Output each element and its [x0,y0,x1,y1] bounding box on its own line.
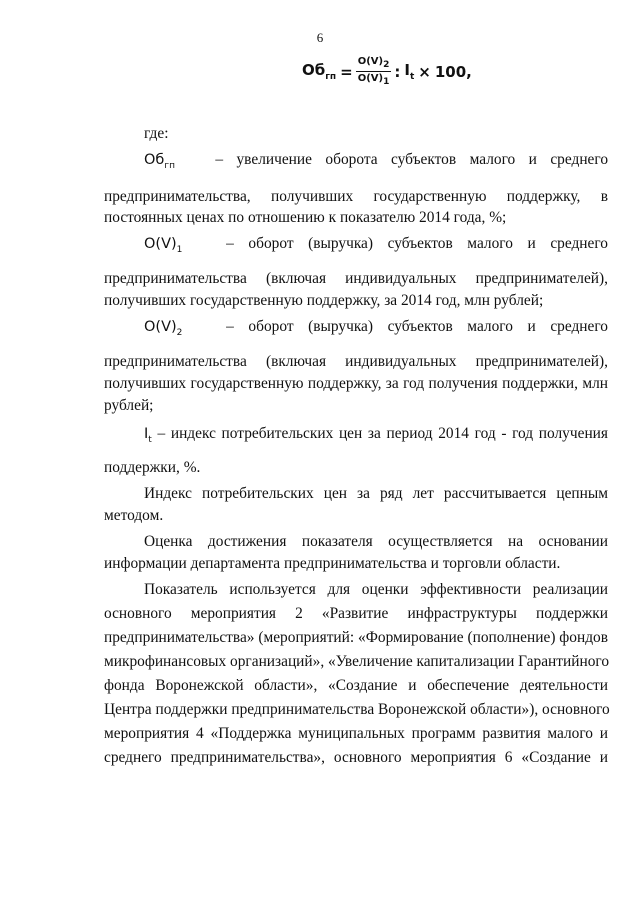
text-line: рублей; [104,397,154,414]
definition-ov2 [144,317,608,343]
text-line: предпринимательства (включая индивидуальных предпринимателей), [104,353,608,370]
definition-ov1 [144,234,608,260]
text-line: получивших государственную поддержку, за 2014 год, млн рублей; [104,292,544,309]
text-line: предпринимательства (включая индивидуальных предпринимателей), [104,270,608,287]
formula-lhs: $Об_{гп}$ [302,61,337,82]
text-line: предпринимательства» (мероприятий: «Формирование (пополнение) фондов [104,629,608,646]
text-line: мероприятия 4 «Поддержка муниципальных программ развития малого и [104,725,608,742]
formula-numerator: $O(V)_2$ [357,56,390,70]
definition-ob [144,150,608,176]
formula-times: × [418,62,431,81]
symbol-ov2: $O(V)_2$ [144,319,183,338]
formula-fraction [356,56,392,87]
formula-index: $I_t$ [404,61,415,82]
text-line: где: [144,125,169,142]
text-line: – увеличение оборота субъектов малого и среднего [215,151,609,168]
formula-colon: : [394,62,401,81]
formula-hundred: 100, [434,62,472,81]
text-line: среднего предпринимательства», основного мероприятия 6 «Создание и [104,749,608,766]
text-line: Индекс потребительских цен за ряд лет рассчитывается цепным [144,485,608,502]
text-line: Показатель используется для оценки эффективности реализации [144,581,608,598]
page-number: 6 [316,30,324,45]
text-line: постоянных ценах по отношению к показателю 2014 года, %; [104,209,507,226]
text-line: основного мероприятия 2 «Развитие инфраструктуры поддержки [104,605,608,622]
text-line: Центра поддержки предпринимательства Воронежской области»), основного [104,701,610,718]
definition-it [144,424,608,450]
text-line: – индекс потребительских цен за период 2014 год - год получения [157,425,608,442]
text-line: Оценка достижения показателя осуществляется на основании [144,533,608,550]
symbol-it: $I_t$ [144,426,152,445]
text-line: предпринимательства, получивших государственную поддержку, в [104,188,608,205]
text-line: получивших государственную поддержку, за год получения поддержки, млн [104,375,608,392]
formula-equals: = [340,62,353,81]
text-line: методом. [104,507,164,524]
text-line: фонда Воронежской области», «Создание и обеспечение деятельности [104,677,608,694]
text-line: микрофинансовых организаций», «Увеличение капитализации Гарантийного [104,653,610,670]
text-line: – оборот (выручка) субъектов малого и среднего [226,318,608,335]
text-line: – оборот (выручка) субъектов малого и среднего [226,235,608,252]
text-line: поддержки, %. [104,459,201,476]
formula-denominator: $O(V)_1$ [357,73,390,87]
symbol-ob: $Об_{гп}$ [144,152,175,171]
text-line: информации департамента предпринимательства и торговли области. [104,555,561,572]
symbol-ov1: $O(V)_1$ [144,236,183,255]
formula [302,56,472,87]
